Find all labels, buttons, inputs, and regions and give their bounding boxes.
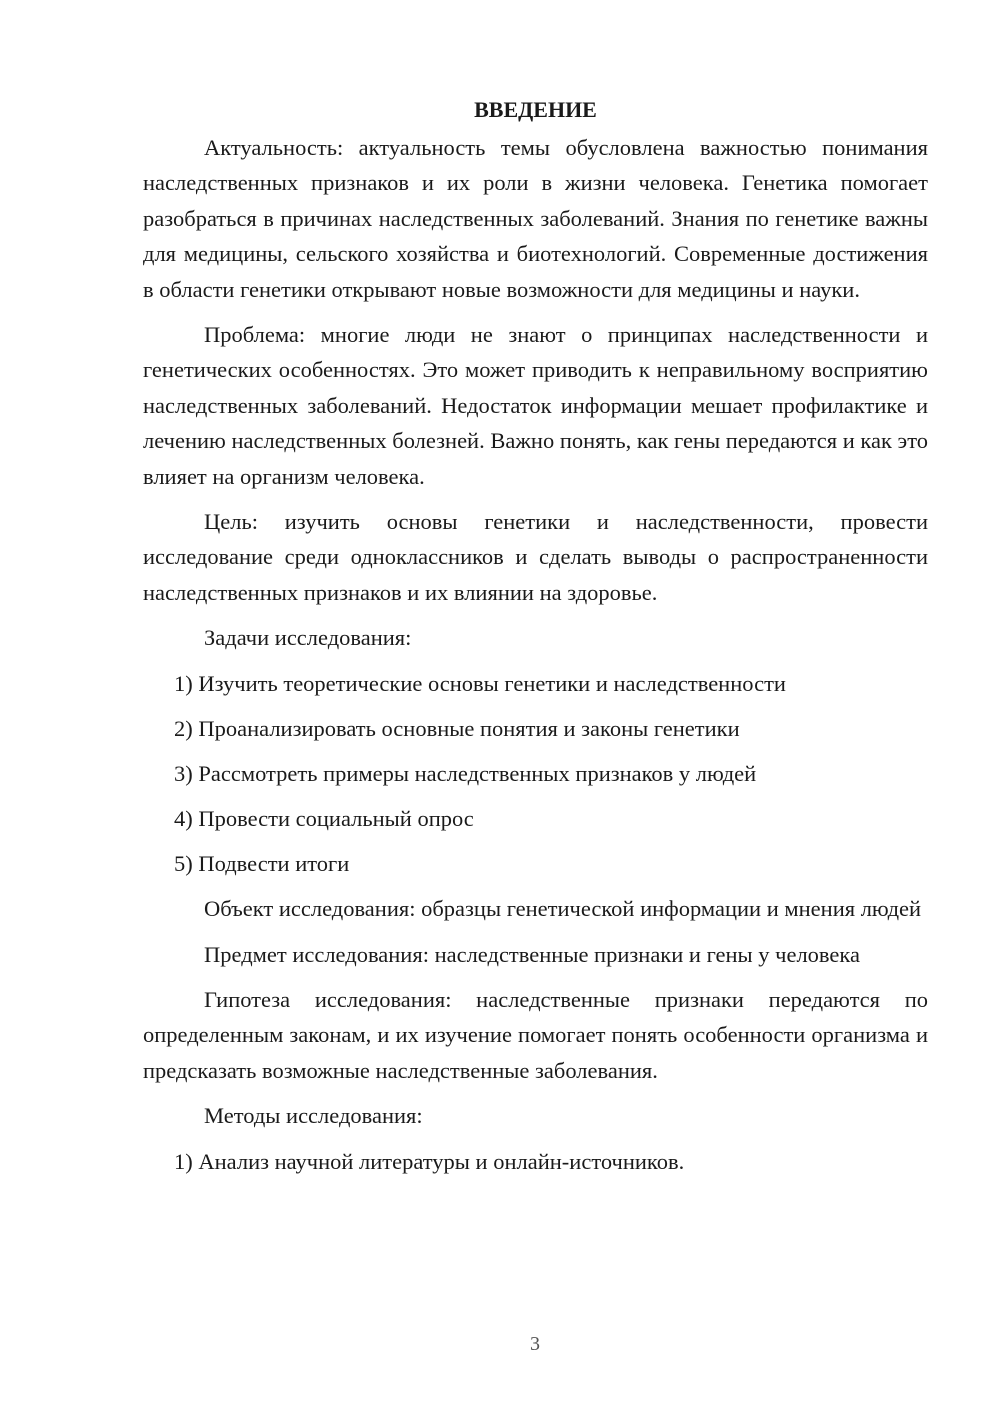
task-item: 3) Рассмотреть примеры наследственных признаков у людей (174, 760, 757, 786)
methods-heading: Методы исследования: (204, 1103, 423, 1129)
task-item: 1) Изучить теоретические основы генетики и наследственности (174, 670, 786, 696)
hypothesis-paragraph: Гипотеза исследования: наследственные признаки передаются по определенным законам, и их изучение помогает понять особенности организма и предсказать возможные наследственные заболевания. (143, 986, 928, 1083)
section-title: ВВЕДЕНИЕ (474, 97, 597, 122)
problem-paragraph: Проблема: многие люди не знают о принципах наследственности и генетических особенностях. Это может приводить к неправильному восприятию наследственных заболеваний. Недостаток информации мешает профилактике и лечению наследственных болезней. Важно понять, как гены передаются и как это влияет на организм человека. (143, 322, 928, 489)
subject-paragraph: Предмет исследования: наследственные признаки и гены у человека (204, 941, 860, 967)
page-number: 3 (530, 1333, 540, 1355)
task-item: 4) Провести социальный опрос (174, 805, 474, 831)
tasks-heading: Задачи исследования: (204, 625, 412, 651)
method-item: 1) Анализ научной литературы и онлайн-источников. (174, 1148, 685, 1174)
document-page (143, 92, 928, 1189)
task-item: 2) Проанализировать основные понятия и законы генетики (174, 715, 740, 741)
goal-paragraph: Цель: изучить основы генетики и наследственности, провести исследование среди одноклассников и сделать выводы о распространенности наследственных признаков и их влиянии на здоровье. (143, 509, 928, 605)
task-item: 5) Подвести итоги (174, 850, 350, 876)
relevance-paragraph: Актуальность: актуальность темы обусловлена важностью понимания наследственных признаков и их роли в жизни человека. Генетика помогает разобраться в причинах наследственных заболеваний. Знания по генетике важны для медицины, сельского хозяйства и биотехнологий. Современные достижения в области генетики открывают новые возможности для медицины и науки. (143, 135, 928, 302)
methods-list (143, 1144, 928, 1179)
tasks-list (143, 666, 928, 881)
object-paragraph: Объект исследования: образцы генетической информации и мнения людей (204, 896, 922, 922)
